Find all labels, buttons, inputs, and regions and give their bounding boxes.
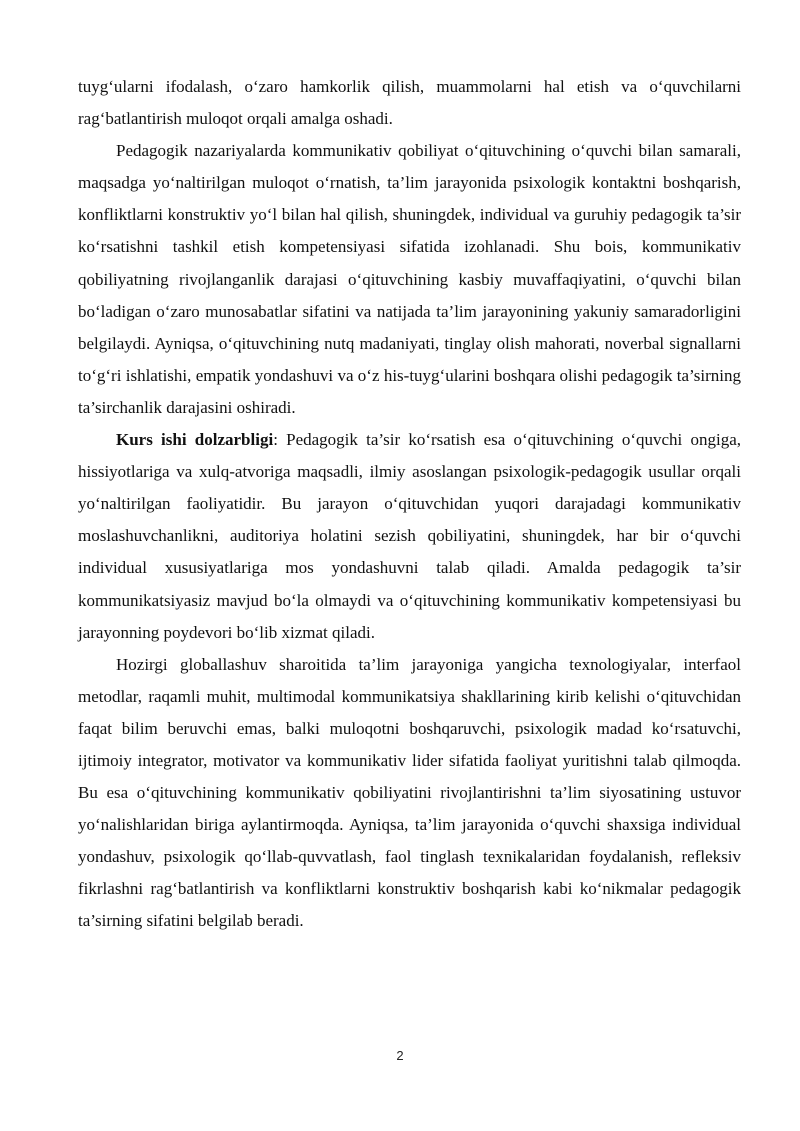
paragraph-pedagogical-theories: Pedagogik nazariyalarda kommunikativ qobiliyat o‘qituvchining o‘quvchi bilan samarali, maqsadga yo‘naltirilgan muloqot o‘rnatish, ta’lim jarayonida psixologik kontaktni boshqarish, konfliktlarni konstruktiv yo‘l bilan hal qilish, shuningdek, individual va guruhiy pedagogik ta’sir ko‘rsatishni tashkil etish kompetensiyasi sifatida izohlanadi. Shu bois, kommunikativ qobiliyatning rivojlanganlik darajasi o‘qituvchining kasbiy muvaffaqiyatini, o‘quvchi bilan bo‘ladigan o‘zaro munosabatlar sifatini va natijada ta’lim jarayonining yakuniy samaradorligini belgilaydi. Ayniqsa, o‘qituvchining nutq madaniyati, tinglay olish mahorati, noverbal signallarni to‘g‘ri ishlatishi, empatik yondashuvi va o‘z his-tuyg‘ularini boshqara olishi pedagogik ta’sirning ta’sirchanlik darajasini oshiradi. [78, 141, 741, 417]
paragraph-continuation: tuyg‘ularni ifodalash, o‘zaro hamkorlik qilish, muammolarni hal etish va o‘quvchilarni rag‘batlantirish muloqot orqali amalga oshadi. [78, 77, 741, 129]
page-number: 2 [396, 1048, 404, 1063]
paragraph-course-relevance [78, 424, 741, 649]
paragraph-globalization: Hozirgi globallashuv sharoitida ta’lim jarayoniga yangicha texnologiyalar, interfaol metodlar, raqamli muhit, multimodal kommunikatsiya shakllarining kirib kelishi o‘qituvchidan faqat bilim beruvchi emas, balki muloqotni boshqaruvchi, psixologik madad ko‘rsatuvchi, ijtimoiy integrator, motivator va kommunikativ lider sifatida faoliyat yuritishni talab qilmoqda. Bu esa o‘qituvchining kommunikativ qobiliyatini rivojlantirishni ta’lim siyosatining ustuvor yo‘nalishlaridan biriga aylantirmoqda. Ayniqsa, ta’lim jarayonida o‘quvchi shaxsiga individual yondashuv, psixologik qo‘llab-quvvatlash, faol tinglash texnikalaridan foydalanish, refleksiv fikrlashni rag‘batlantirish va konfliktlarni konstruktiv boshqarish kabi ko‘nikmalar pedagogik ta’sirning sifatini belgilab beradi. [78, 654, 741, 931]
course-relevance-text: : Pedagogik ta’sir ko‘rsatish esa o‘qituvchining o‘quvchi ongiga, hissiyotlariga va xulq-atvoriga maqsadli, ilmiy asoslangan psixologik-pedagogik usullar orqali yo‘naltirilgan faoliyatidir. Bu jarayon o‘qituvchidan yuqori darajadagi kommunikativ moslashuvchanlikni, auditoriya holatini sezish qobiliyatini, shuningdek, har bir o‘quvchi individual xususiyatlariga mos yondashuvni talab qiladi. Amalda pedagogik ta’sir kommunikatsiyasiz mavjud bo‘la olmaydi va o‘qituvchining kommunikativ kompetensiyasi bu jarayonning poydevori bo‘lib xizmat qiladi. [78, 430, 741, 642]
page-body [78, 71, 741, 938]
course-relevance-label: Kurs ishi dolzarbligi [116, 430, 274, 450]
